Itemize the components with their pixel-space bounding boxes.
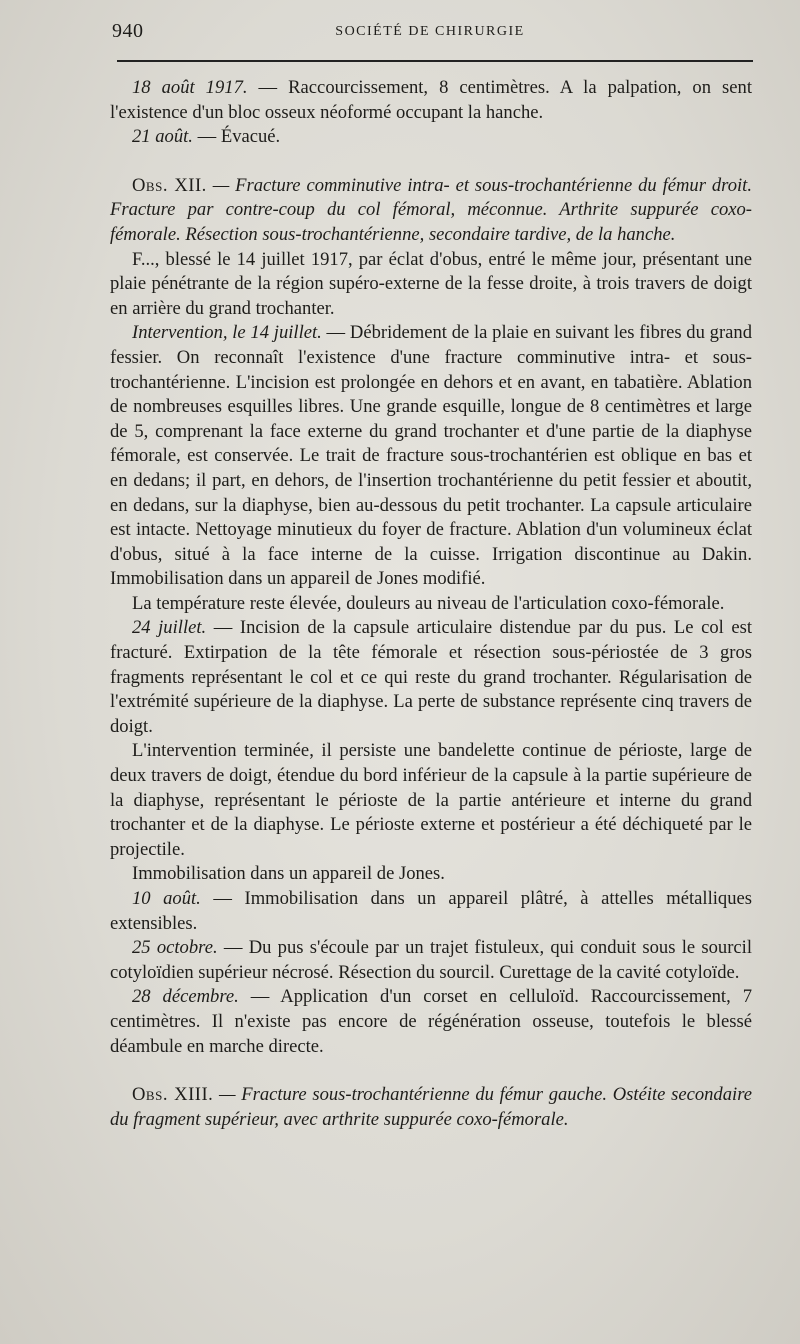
observation-title: — Fracture sous-trochantérienne du fémur gauche. Ostéite secondaire du fragment supérieur, avec arthrite suppurée coxo-fémorale.	[110, 1084, 752, 1130]
paragraph: 18 août 1917. — Raccourcissement, 8 centimètres. A la palpation, on sent l'existence d'un bloc osseux néoformé occupant la hanche.	[110, 77, 752, 123]
paragraph: F..., blessé le 14 juillet 1917, par éclat d'obus, entré le même jour, présentant une plaie pénétrante de la région supéro-externe de la fesse droite, à trois travers de doigt en arrière du grand trochanter.	[110, 248, 752, 319]
body-text	[110, 76, 752, 1132]
paragraph: 24 juillet. — Incision de la capsule articulaire distendue par du pus. Le col est fracturé. Extirpation de la tête fémorale et résection sous-périostée de 3 gros fragments représentant le col et ce qui reste du grand trochanter. Régularisation de l'extrémité supérieure de la diaphyse. La perte de substance représente cinq travers de doigt.	[110, 617, 752, 737]
paragraph: Intervention, le 14 juillet. — Débridement de la plaie en suivant les fibres du grand fessier. On reconnaît l'existence d'une fracture comminutive intra- et sous-trochantérienne. L'incision est prolongée en dehors et en avant, en tabatière. Ablation de nombreuses esquilles libres. Une grande esquille, longue de 8 centimètres et large de 5, comprenant la face externe du grand trochanter et d'une partie de la diaphyse fémorale, est conservée. Le trait de fracture sous-trochantérien est oblique en bas et en dedans; il part, en dehors, de l'insertion trochantérienne du petit fessier et aboutit, en dedans, sur la diaphyse, bien au-dessous du petit trochanter. La capsule articulaire est intacte. Nettoyage minutieux du foyer de fracture. Ablation d'un volumineux éclat d'obus, situé à la face interne de la cuisse. Irrigation discontinue au Dakin. Immobilisation dans un appareil de Jones modifié.	[110, 322, 752, 590]
date: 18 août 1917.	[132, 77, 248, 98]
date: Intervention, le 14 juillet.	[132, 322, 322, 344]
observation-heading	[110, 1083, 752, 1132]
paragraph: 10 août. — Immobilisation dans un appareil plâtré, à attelles métalliques extensibles.	[110, 888, 752, 934]
date: 24 juillet.	[132, 617, 207, 639]
header-rule	[117, 60, 753, 62]
paragraph: La température reste élevée, douleurs au niveau de l'articulation coxo-fémorale.	[132, 592, 725, 614]
observation-title: — Fracture comminutive intra- et sous-trochantérienne du fémur droit. Fracture par contre-coup du col fémoral, méconnue. Arthrite suppurée coxo-fémorale. Résection sous-trochantérienne, secondaire tardive, de la hanche.	[110, 174, 752, 245]
paragraph: Immobilisation dans un appareil de Jones.	[132, 863, 445, 885]
running-title: SOCIÉTÉ DE CHIRURGIE	[335, 24, 525, 39]
date: 10 août.	[132, 888, 201, 909]
page-number: 940	[112, 20, 144, 42]
observation-label: Obs. XII.	[132, 174, 207, 196]
date: 25 octobre.	[132, 937, 218, 959]
observation-heading	[110, 174, 752, 248]
page-header	[110, 18, 750, 46]
paragraph: 25 octobre. — Du pus s'écoule par un trajet fistuleux, qui conduit sous le sourcil cotyloïdien supérieur nécrosé. Résection du sourcil. Curettage de la cavité cotyloïde.	[110, 937, 752, 983]
paragraph: L'intervention terminée, il persiste une bandelette continue de périoste, large de deux travers de doigt, étendue du bord inférieur de la capsule à la partie supérieure de la diaphyse, représentant le périoste de la partie antérieure et interne du grand trochanter et de la diaphyse. Le périoste externe et postérieur a été déchiqueté par le projectile.	[110, 740, 752, 860]
paragraph: 28 décembre. — Application d'un corset en celluloïd. Raccourcissement, 7 centimètres. Il n'existe pas encore de régénération osseuse, toutefois le blessé déambule en marche directe.	[110, 986, 752, 1057]
paragraph: 21 août. — Évacué.	[132, 126, 281, 148]
date: 21 août.	[132, 126, 193, 148]
date: 28 décembre.	[132, 986, 239, 1008]
observation-label: Obs. XIII.	[132, 1084, 214, 1106]
